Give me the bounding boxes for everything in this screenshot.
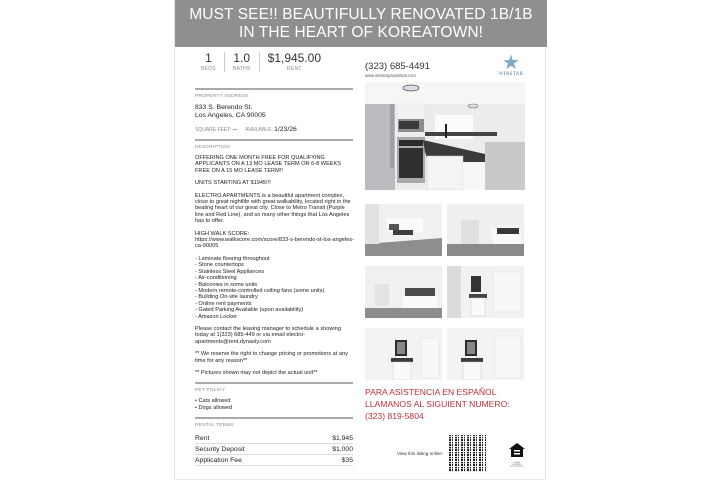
rent-value: $1,945.00 bbox=[267, 51, 322, 65]
rent-label: RENT bbox=[286, 66, 302, 72]
walk-score-link[interactable]: https://www.walkscore.com/score/833-s-berendo-st-los-angeles-ca-90005 bbox=[195, 237, 354, 250]
feature-item: - Balconies in some units bbox=[195, 281, 258, 288]
listing-title bbox=[175, 0, 547, 47]
title-line-2: IN THE HEART OF KOREATOWN! bbox=[238, 24, 484, 41]
property-address-label: PROPERTY ADDRESS bbox=[195, 94, 249, 99]
terms-value: $1,945 bbox=[332, 434, 353, 442]
address-city: Los Angeles, CA 90005 bbox=[195, 112, 266, 119]
stats-row bbox=[195, 52, 360, 82]
spanish-line-1: PARA ASISTENCIA EN ESPAÑOL bbox=[365, 387, 497, 397]
feature-item: - Amazon Locker bbox=[195, 313, 237, 320]
winstar-logo bbox=[495, 54, 527, 82]
logo-text: WINSTAR bbox=[498, 72, 524, 77]
thumbnail-photo[interactable] bbox=[447, 204, 524, 256]
feature-item: - Laminate flooring throughout bbox=[195, 255, 270, 262]
pictures-disclaimer: ** Pictures shown may not depict the actual unit** bbox=[195, 369, 318, 376]
baths-label: BATHS bbox=[232, 66, 251, 72]
star-icon: ★ bbox=[502, 52, 520, 74]
equal-housing-icon bbox=[509, 443, 525, 457]
bathroom-tub-art bbox=[447, 266, 524, 318]
bathroom-vanity-art bbox=[365, 328, 442, 380]
feature-item: - Stainless Steel Appliances bbox=[195, 268, 265, 275]
promo-text: OFFERING ONE MONTH FREE FOR QUALIFYING APPLICANTS ON A 13 MO LEASE TERM OR 6-8 WEEKS FREE ON A 15 MO LEASE TERM!! bbox=[195, 155, 341, 174]
terms-value: $35 bbox=[341, 456, 353, 464]
equal-housing-logo bbox=[509, 443, 525, 468]
available-value: 1/23/26 bbox=[274, 126, 297, 133]
feature-item: - Air-conditioning bbox=[195, 275, 237, 282]
description-label: DESCRIPTION bbox=[195, 145, 230, 150]
beds-stat bbox=[195, 52, 224, 72]
pricing-disclaimer: ** We reserve the right to change pricing or promotions at any time for any reason** bbox=[195, 351, 348, 364]
baths-stat bbox=[224, 52, 259, 72]
media-column bbox=[365, 52, 535, 468]
spanish-phone[interactable]: (323) 819-5804 bbox=[365, 411, 424, 421]
kitchen-photo-art bbox=[365, 82, 525, 190]
pet-policy-label: PET POLICY bbox=[195, 388, 226, 394]
divider bbox=[195, 417, 353, 419]
equal-housing-caption: EQUAL HOUSING OPPORTUNITY bbox=[509, 462, 525, 468]
bathroom-shower-art bbox=[447, 328, 524, 380]
address-street: 833 S. Berendo St. bbox=[195, 104, 253, 111]
thumbnail-photo[interactable] bbox=[365, 204, 442, 256]
divider bbox=[195, 88, 353, 90]
feature-item: - Online rent payments bbox=[195, 300, 252, 307]
details-column bbox=[195, 50, 360, 466]
sqft-label: SQUARE FEET: bbox=[195, 127, 232, 133]
spanish-assistance bbox=[365, 386, 510, 422]
pet-policy-list bbox=[195, 398, 360, 411]
kitchen-from-living-art bbox=[447, 204, 524, 256]
thumbnail-photo[interactable] bbox=[365, 328, 442, 380]
terms-row bbox=[195, 444, 353, 455]
rental-terms-table bbox=[195, 433, 360, 466]
thumbnail-photo[interactable] bbox=[447, 328, 524, 380]
spanish-line-2: LLAMANOS AL SIGUIENT NUMERO: bbox=[365, 399, 510, 409]
living-room-art bbox=[365, 266, 442, 318]
divider bbox=[195, 139, 353, 141]
sqft-available-row bbox=[195, 126, 360, 133]
available-label: AVAILABLE: bbox=[245, 127, 273, 133]
walk-score-label: HIGH WALK SCORE: bbox=[195, 230, 250, 237]
rental-terms-label: RENTAL TERMS bbox=[195, 423, 234, 429]
feature-item: - Building On-site laundry bbox=[195, 294, 258, 301]
pet-item: • Cats allowed bbox=[195, 398, 231, 405]
feature-item: - Gated Parking Available (upon availability) bbox=[195, 307, 304, 314]
flyer-page bbox=[174, 0, 546, 480]
office-website[interactable]: www.winstarproperties.com bbox=[365, 73, 416, 78]
features-list bbox=[195, 256, 355, 320]
main-photo-kitchen[interactable] bbox=[365, 82, 525, 190]
feature-item: - Stone countertops bbox=[195, 262, 244, 269]
terms-value: $1,000 bbox=[332, 445, 353, 453]
thumbnail-photo[interactable] bbox=[447, 266, 524, 318]
about-text: ELECTRO APARTMENTS is a beautiful apartment complex, close to great nightlife with great walkability, located right in the beating heart of our great city. Close to Metro Transit (Purple line and Red Line), and so many other things that Los Angeles has to offer. bbox=[195, 192, 351, 225]
qr-code[interactable] bbox=[449, 435, 486, 472]
rent-stat bbox=[259, 52, 329, 72]
contact-text: Please contact the leasing manager to schedule a showing today at 1(323) 685-449 or via email electro-apartments@rent.dynasty.com bbox=[195, 325, 341, 345]
beds-label: BEDS bbox=[201, 66, 216, 72]
pet-item: • Dogs allowed bbox=[195, 404, 233, 411]
terms-row bbox=[195, 455, 353, 466]
feature-item: - Modern remote-controlled ceiling fans (some units) bbox=[195, 287, 325, 294]
living-kitchen-art bbox=[365, 204, 442, 256]
sqft-value: -- bbox=[232, 126, 238, 133]
terms-label: Rent bbox=[195, 434, 210, 442]
divider bbox=[195, 382, 353, 384]
description-body bbox=[195, 155, 355, 376]
baths-value: 1.0 bbox=[233, 51, 251, 65]
terms-row bbox=[195, 433, 353, 444]
title-line-1: MUST SEE!! BEAUTIFULLY RENOVATED 1B/1B bbox=[189, 6, 533, 23]
beds-value: 1 bbox=[205, 51, 212, 65]
thumbnail-photo[interactable] bbox=[365, 266, 442, 318]
terms-label: Application Fee bbox=[195, 456, 242, 464]
office-phone[interactable]: (323) 685-4491 bbox=[365, 61, 430, 72]
terms-label: Security Deposit bbox=[195, 445, 245, 453]
view-listing-online-label: View this listing online: bbox=[397, 451, 444, 456]
starting-price-text: UNITS STARTING AT $1945!!! bbox=[195, 180, 271, 187]
